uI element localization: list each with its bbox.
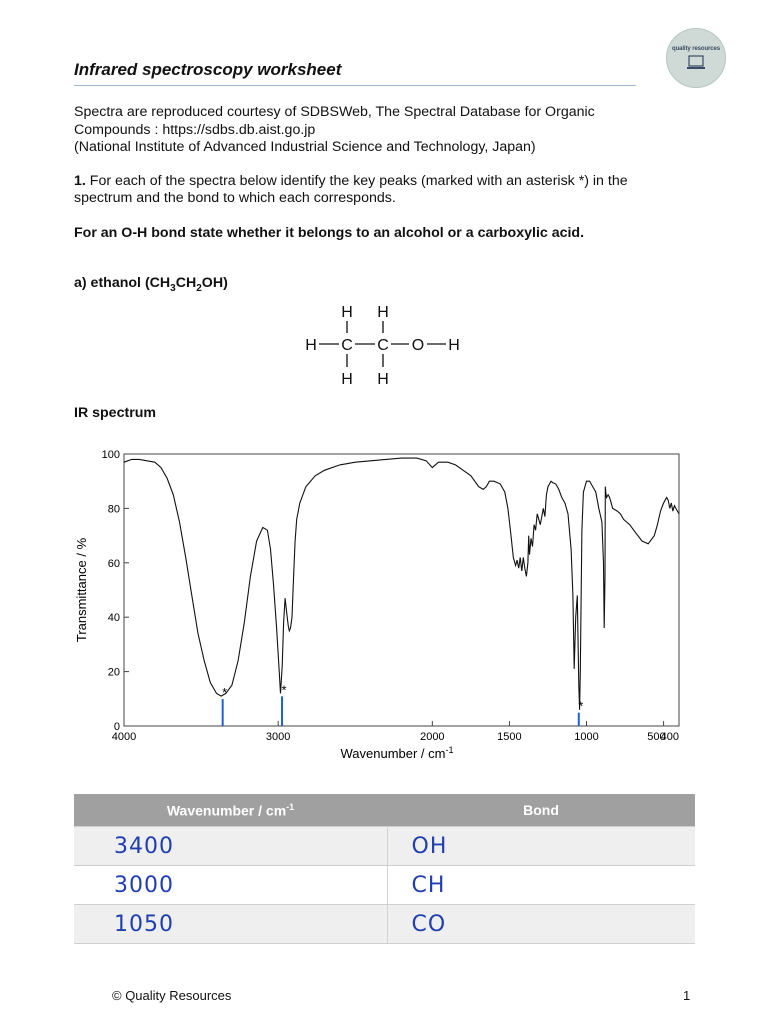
- atom-h-top-1: H: [341, 304, 353, 321]
- x-tick-label: 500: [647, 731, 666, 743]
- table-row: [74, 905, 695, 944]
- intro-line-3: (National Institute of Advanced Industrial Science and Technology, Japan): [74, 139, 536, 155]
- col-header-bond: Bond: [387, 794, 695, 827]
- col-header-wavenumber-sup: -1: [286, 801, 295, 812]
- x-tick-label: 3000: [265, 731, 291, 743]
- compound-label-prefix: a) ethanol (CH: [74, 275, 171, 291]
- atom-h-right: H: [448, 337, 460, 354]
- question-number: 1.: [74, 173, 86, 189]
- x-tick-label: 4000: [111, 731, 137, 743]
- cell-bond[interactable]: CO: [387, 905, 695, 944]
- question-instruction: For an O-H bond state whether it belongs to an alcohol or a carboxylic acid.: [74, 225, 585, 241]
- x-tick-label: 1000: [574, 731, 599, 743]
- x-axis-label: [340, 745, 453, 761]
- question-line-1: [74, 172, 628, 190]
- y-tick-label: 20: [107, 666, 120, 679]
- cell-bond[interactable]: OH: [387, 827, 695, 866]
- spectrum-heading: IR spectrum: [74, 405, 156, 421]
- footer-copyright: © Quality Resources: [112, 988, 232, 1003]
- y-tick-label: 60: [107, 557, 120, 570]
- laptop-icon: [686, 55, 706, 71]
- atom-o: O: [411, 337, 425, 354]
- atom-h-bottom-1: H: [341, 371, 353, 388]
- logo-text: quality resources: [672, 46, 720, 52]
- x-axis-label-text: Wavenumber / cm: [340, 746, 446, 761]
- compound-label: [74, 274, 228, 298]
- table-header-row: [74, 794, 695, 827]
- x-axis-label-sup: -1: [445, 745, 454, 755]
- question-line-2: spectrum and the bond to which each corresponds.: [74, 190, 396, 206]
- y-tick-label: 0: [113, 721, 120, 733]
- cell-wavenumber[interactable]: 1050: [74, 905, 387, 944]
- y-tick-label: 40: [107, 612, 120, 625]
- intro-line-1: Spectra are reproduced courtesy of SDBSWeb, The Spectral Database for Organic: [74, 104, 595, 120]
- question-text-1: For each of the spectra below identify the key peaks (marked with an asterisk *) in the: [85, 173, 628, 189]
- col-header-wavenumber-text: Wavenumber / cm: [166, 802, 287, 819]
- intro-line-2: Compounds : https://sdbs.db.aist.go.jp: [74, 122, 316, 138]
- ethanol-structure: [300, 300, 470, 392]
- y-axis-label: Transmittance / %: [74, 537, 89, 643]
- ir-spectrum-chart: [72, 440, 702, 768]
- atom-h-left: H: [305, 337, 317, 354]
- logo: [666, 28, 726, 88]
- page-number: 1: [683, 988, 691, 1003]
- compound-sub-2: 2: [196, 282, 202, 294]
- y-tick-label: 100: [101, 449, 120, 461]
- atom-h-top-2: H: [377, 304, 389, 321]
- table-row: [74, 827, 695, 866]
- cell-wavenumber[interactable]: 3400: [74, 827, 387, 866]
- x-tick-label: 1500: [497, 731, 522, 743]
- peak-marker-asterisk: *: [222, 685, 228, 701]
- atom-c-2: C: [377, 337, 389, 354]
- title-rule: [74, 85, 636, 86]
- atom-c-1: C: [341, 337, 353, 354]
- cell-bond[interactable]: CH: [387, 866, 695, 905]
- peak-marker-asterisk: *: [281, 682, 287, 698]
- compound-label-suffix: OH): [201, 275, 228, 291]
- compound-label-mid: CH: [175, 275, 197, 291]
- col-header-wavenumber: [74, 794, 387, 827]
- atom-h-bottom-2: H: [377, 371, 389, 388]
- cell-wavenumber[interactable]: 3000: [74, 866, 387, 905]
- x-tick-label: 400: [660, 731, 679, 743]
- answer-table: [74, 794, 695, 944]
- y-tick-label: 80: [107, 503, 120, 516]
- x-tick-label: 2000: [420, 731, 445, 743]
- page-title: Infrared spectroscopy worksheet: [74, 60, 342, 79]
- peak-marker-asterisk: *: [578, 698, 584, 714]
- table-row: [74, 866, 695, 905]
- compound-sub-1: 3: [170, 282, 176, 294]
